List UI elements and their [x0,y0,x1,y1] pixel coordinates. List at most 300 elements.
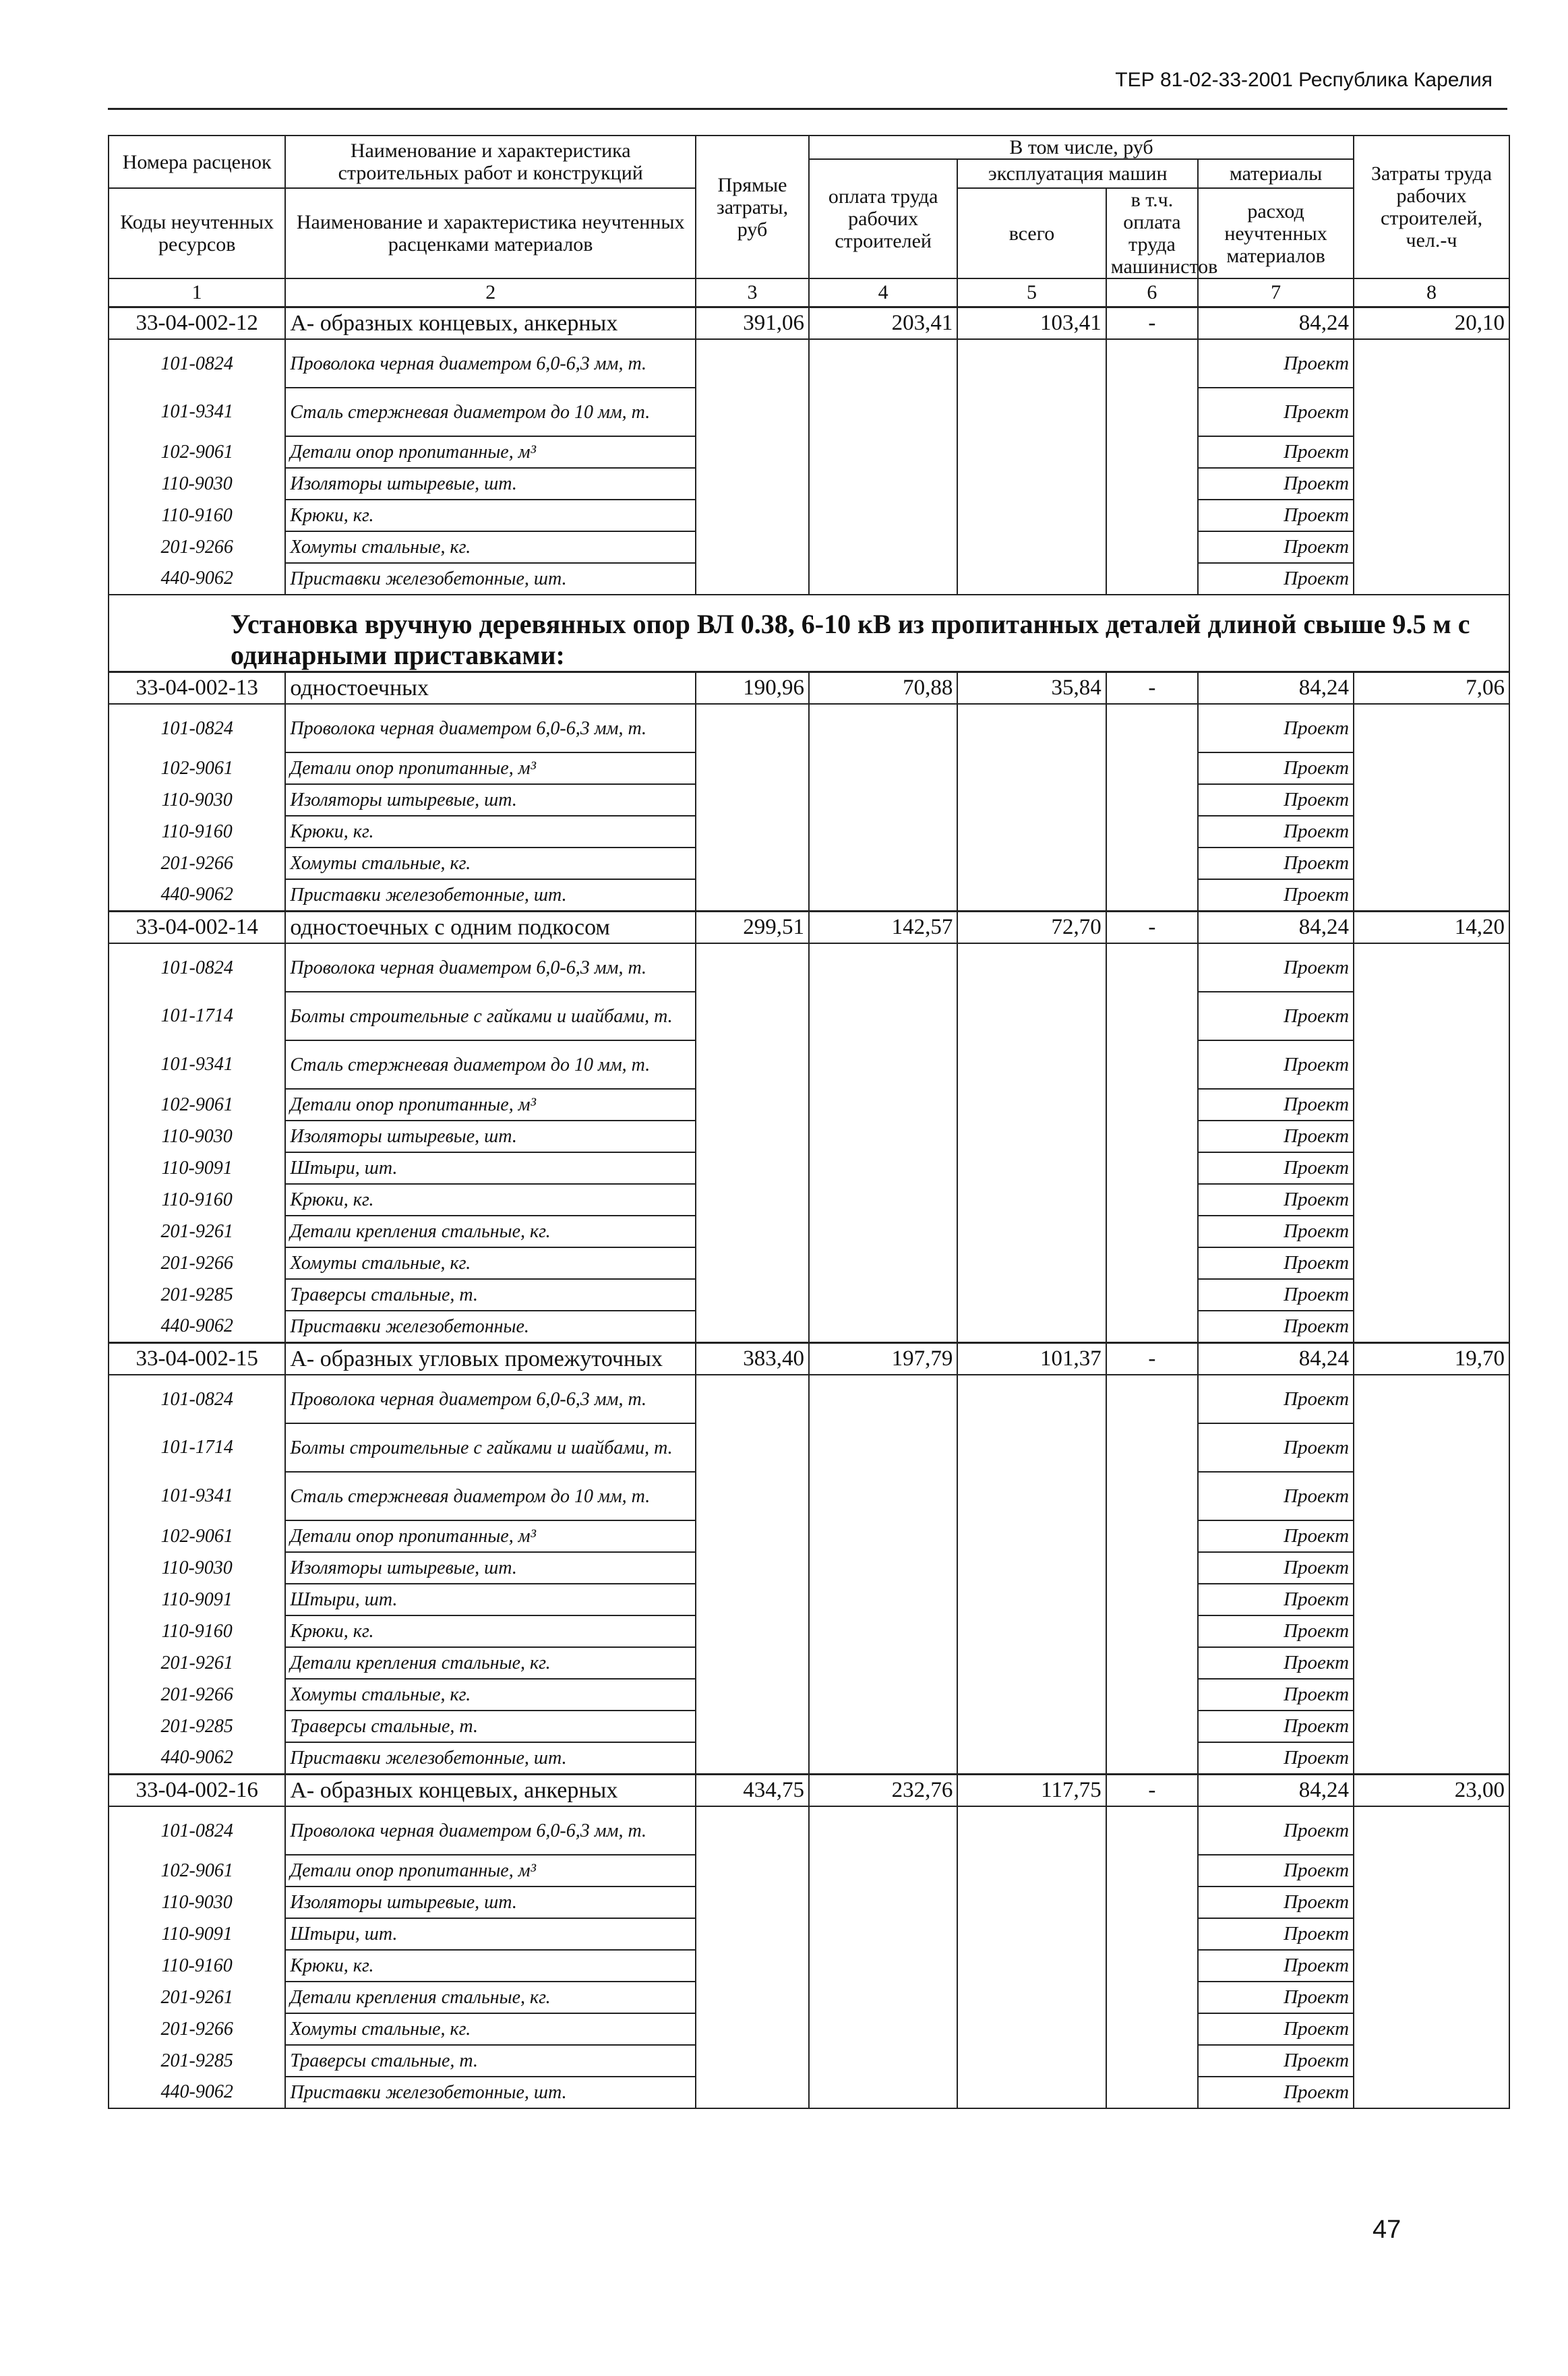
empty-cell [1106,468,1198,500]
empty-cell [957,1152,1106,1184]
empty-cell [696,531,809,563]
resource-row [109,1216,1509,1247]
empty-cell [1106,784,1198,816]
rate-code: 33-04-002-12 [109,307,285,340]
resource-row [109,2013,1509,2045]
header-including: В том числе, руб [809,136,1354,159]
resource-value: Проект [1198,1584,1354,1615]
resource-code: 110-9160 [109,816,285,848]
worker-pay: 142,57 [809,912,957,944]
empty-cell [1354,468,1509,500]
empty-cell [696,1647,809,1679]
header-work-name: Наименование и характеристика строительных работ и конструкций [285,136,696,188]
resource-code: 101-0824 [109,1806,285,1855]
resource-row [109,1982,1509,2013]
resource-code: 201-9266 [109,531,285,563]
operator-pay: - [1106,1343,1198,1375]
resource-value: Проект [1198,752,1354,784]
empty-cell [696,1423,809,1472]
empty-cell [696,1375,809,1423]
resource-name: Болты строительные с гайками и шайбами, т. [285,1423,696,1472]
resource-code: 101-1714 [109,992,285,1040]
resource-code: 201-9266 [109,1247,285,1279]
empty-cell [957,1647,1106,1679]
resource-name: Крюки, кг. [285,1615,696,1647]
resource-code: 102-9061 [109,752,285,784]
empty-cell [696,468,809,500]
empty-cell [696,2045,809,2077]
resource-row [109,992,1509,1040]
resource-name: Детали опор пропитанные, м³ [285,1089,696,1121]
header-machines-total: всего [957,188,1106,278]
resource-row [109,1152,1509,1184]
empty-cell [809,816,957,848]
empty-cell [1354,436,1509,468]
empty-cell [1106,1647,1198,1679]
empty-cell [1106,1918,1198,1950]
resource-name: Детали крепления стальные, кг. [285,1216,696,1247]
empty-cell [1354,1311,1509,1343]
rate-row [109,672,1509,705]
resource-value: Проект [1198,1089,1354,1121]
resource-code: 102-9061 [109,1520,285,1552]
empty-cell [809,436,957,468]
machines-total: 103,41 [957,307,1106,340]
empty-cell [809,943,957,992]
empty-cell [696,1615,809,1647]
resource-value: Проект [1198,943,1354,992]
empty-cell [957,1887,1106,1918]
empty-cell [1106,500,1198,531]
empty-cell [696,1247,809,1279]
operator-pay: - [1106,307,1198,340]
empty-cell [809,1742,957,1775]
empty-cell [1354,1375,1509,1423]
empty-cell [1354,1679,1509,1711]
resource-code: 110-9160 [109,1184,285,1216]
empty-cell [696,848,809,879]
resource-row [109,1121,1509,1152]
empty-cell [1354,339,1509,388]
empty-cell [957,1121,1106,1152]
empty-cell [1106,1121,1198,1152]
resource-row [109,784,1509,816]
empty-cell [1106,531,1198,563]
column-number: 6 [1106,278,1198,307]
empty-cell [1106,1950,1198,1982]
resource-code: 201-9266 [109,848,285,879]
resource-code: 101-9341 [109,1040,285,1089]
empty-cell [1354,1982,1509,2013]
resource-row [109,1375,1509,1423]
resource-name: Крюки, кг. [285,1950,696,1982]
resource-code: 101-0824 [109,704,285,752]
empty-cell [957,992,1106,1040]
resource-row [109,339,1509,388]
resource-row [109,1279,1509,1311]
resource-row [109,468,1509,500]
resource-name: Изоляторы штыревые, шт. [285,1552,696,1584]
empty-cell [696,1742,809,1775]
empty-cell [957,1216,1106,1247]
empty-cell [1106,1311,1198,1343]
resource-name: Проволока черная диаметром 6,0-6,3 мм, т. [285,1375,696,1423]
rate-row [109,1343,1509,1375]
empty-cell [1106,1742,1198,1775]
resource-name: Хомуты стальные, кг. [285,2013,696,2045]
empty-cell [809,704,957,752]
empty-cell [1106,1279,1198,1311]
rate-row [109,912,1509,944]
empty-cell [696,1711,809,1742]
empty-cell [696,752,809,784]
empty-cell [957,500,1106,531]
empty-cell [809,1982,957,2013]
empty-cell [696,1311,809,1343]
resource-value: Проект [1198,339,1354,388]
empty-cell [696,1121,809,1152]
empty-cell [809,879,957,912]
empty-cell [1354,1152,1509,1184]
empty-cell [1106,436,1198,468]
resource-name: Штыри, шт. [285,1918,696,1950]
resource-name: Хомуты стальные, кг. [285,848,696,879]
resource-row [109,704,1509,752]
rate-code: 33-04-002-16 [109,1775,285,1807]
column-number: 1 [109,278,285,307]
resource-value: Проект [1198,848,1354,879]
resource-row [109,388,1509,436]
empty-cell [809,1855,957,1887]
empty-cell [957,1982,1106,2013]
resource-name: Изоляторы штыревые, шт. [285,784,696,816]
resource-value: Проект [1198,468,1354,500]
resource-row [109,1679,1509,1711]
resource-value: Проект [1198,2045,1354,2077]
resource-value: Проект [1198,1152,1354,1184]
resource-name: Изоляторы штыревые, шт. [285,468,696,500]
empty-cell [1354,704,1509,752]
empty-cell [809,563,957,595]
empty-cell [809,1806,957,1855]
resource-code: 201-9261 [109,1216,285,1247]
empty-cell [1106,1806,1198,1855]
resource-name: Детали опор пропитанные, м³ [285,436,696,468]
empty-cell [1354,1121,1509,1152]
empty-cell [809,1216,957,1247]
header-labor-hours: Затраты труда рабочих строителей, чел.-ч [1354,136,1509,278]
machines-total: 101,37 [957,1343,1106,1375]
rates-table [108,135,1510,2109]
empty-cell [1354,752,1509,784]
empty-cell [1354,1918,1509,1950]
rate-name: А- образных концевых, анкерных [285,307,696,340]
resource-code: 110-9160 [109,500,285,531]
empty-cell [1106,1982,1198,2013]
worker-pay: 203,41 [809,307,957,340]
resource-name: Приставки железобетонные, шт. [285,879,696,912]
empty-cell [696,1472,809,1520]
resource-name: Траверсы стальные, т. [285,1279,696,1311]
empty-cell [696,500,809,531]
empty-cell [957,704,1106,752]
empty-cell [696,943,809,992]
resource-name: Сталь стержневая диаметром до 10 мм, т. [285,388,696,436]
empty-cell [1106,563,1198,595]
empty-cell [1106,879,1198,912]
direct-costs: 299,51 [696,912,809,944]
direct-costs: 383,40 [696,1343,809,1375]
empty-cell [1106,1089,1198,1121]
resource-value: Проект [1198,1679,1354,1711]
resource-row [109,1855,1509,1887]
empty-cell [957,468,1106,500]
resource-row [109,1647,1509,1679]
machines-total: 35,84 [957,672,1106,705]
resource-value: Проект [1198,531,1354,563]
resource-code: 102-9061 [109,436,285,468]
empty-cell [696,1279,809,1311]
resource-name: Крюки, кг. [285,1184,696,1216]
section-title [109,595,1509,672]
rate-name: одностоечных с одним подкосом [285,912,696,944]
empty-cell [1106,388,1198,436]
header-material-names: Наименование и характеристика неучтенных расценками материалов [285,188,696,278]
empty-cell [957,879,1106,912]
empty-cell [1106,752,1198,784]
resource-value: Проект [1198,1552,1354,1584]
empty-cell [696,1184,809,1216]
resource-code: 201-9266 [109,1679,285,1711]
resource-value: Проект [1198,1423,1354,1472]
empty-cell [809,848,957,879]
resource-value: Проект [1198,1647,1354,1679]
labor-hours: 7,06 [1354,672,1509,705]
resource-value: Проект [1198,1887,1354,1918]
resource-value: Проект [1198,992,1354,1040]
resource-code: 110-9030 [109,468,285,500]
empty-cell [957,1552,1106,1584]
resource-value: Проект [1198,1806,1354,1855]
rate-code: 33-04-002-15 [109,1343,285,1375]
empty-cell [1354,848,1509,879]
rate-name: А- образных угловых промежуточных [285,1343,696,1375]
empty-cell [809,1711,957,1742]
resource-name: Приставки железобетонные, шт. [285,2077,696,2108]
machines-total: 117,75 [957,1775,1106,1807]
empty-cell [809,1311,957,1343]
resource-value: Проект [1198,1711,1354,1742]
empty-cell [1106,1423,1198,1472]
empty-cell [809,500,957,531]
empty-cell [957,2045,1106,2077]
resource-code: 110-9030 [109,1121,285,1152]
empty-cell [1354,879,1509,912]
materials-value: 84,24 [1198,307,1354,340]
empty-cell [696,704,809,752]
empty-cell [696,1584,809,1615]
resource-value: Проект [1198,388,1354,436]
header-divider [108,108,1507,110]
labor-hours: 14,20 [1354,912,1509,944]
empty-cell [1106,1615,1198,1647]
empty-cell [957,1472,1106,1520]
resource-value: Проект [1198,1520,1354,1552]
resource-row [109,1615,1509,1647]
resource-name: Детали опор пропитанные, м³ [285,1520,696,1552]
resource-name: Траверсы стальные, т. [285,2045,696,2077]
column-number: 8 [1354,278,1509,307]
resource-name: Болты строительные с гайками и шайбами, т. [285,992,696,1040]
empty-cell [1354,1520,1509,1552]
empty-cell [696,339,809,388]
resource-name: Изоляторы штыревые, шт. [285,1121,696,1152]
header-resource-codes: Коды неучтенных ресурсов [109,188,285,278]
empty-cell [809,1247,957,1279]
empty-cell [696,1982,809,2013]
resource-value: Проект [1198,1615,1354,1647]
resource-row [109,879,1509,912]
resource-value: Проект [1198,1918,1354,1950]
empty-cell [957,1311,1106,1343]
empty-cell [1354,1806,1509,1855]
resource-name: Штыри, шт. [285,1152,696,1184]
resource-row [109,1918,1509,1950]
resource-code: 101-0824 [109,943,285,992]
resource-code: 110-9091 [109,1918,285,1950]
resource-value: Проект [1198,1247,1354,1279]
resource-row [109,500,1509,531]
empty-cell [1106,1472,1198,1520]
resource-name: Траверсы стальные, т. [285,1711,696,1742]
resource-row [109,1423,1509,1472]
resource-value: Проект [1198,436,1354,468]
empty-cell [957,1584,1106,1615]
resource-name: Детали крепления стальные, кг. [285,1647,696,1679]
worker-pay: 232,76 [809,1775,957,1807]
resource-row [109,1887,1509,1918]
empty-cell [1354,943,1509,992]
resource-row [109,1472,1509,1520]
resource-row [109,2077,1509,2108]
resource-code: 110-9160 [109,1615,285,1647]
resource-name: Изоляторы штыревые, шт. [285,1887,696,1918]
empty-cell [696,1152,809,1184]
direct-costs: 391,06 [696,307,809,340]
empty-cell [1354,1584,1509,1615]
header-materials: материалы [1198,159,1354,188]
empty-cell [696,436,809,468]
empty-cell [809,339,957,388]
header-material-consumption: расход неучтенных материалов [1198,188,1354,278]
empty-cell [809,1918,957,1950]
resource-code: 440-9062 [109,1311,285,1343]
header-machines: эксплуатация машин [957,159,1198,188]
empty-cell [1106,1520,1198,1552]
resource-code: 440-9062 [109,563,285,595]
resource-name: Проволока черная диаметром 6,0-6,3 мм, т. [285,339,696,388]
operator-pay: - [1106,912,1198,944]
empty-cell [809,388,957,436]
empty-cell [696,1679,809,1711]
empty-cell [1106,1584,1198,1615]
machines-total: 72,70 [957,912,1106,944]
empty-cell [1106,943,1198,992]
header-operator-pay: в т.ч. оплата труда машинистов [1106,188,1198,278]
materials-value: 84,24 [1198,912,1354,944]
empty-cell [1106,992,1198,1040]
resource-value: Проект [1198,2077,1354,2108]
empty-cell [957,563,1106,595]
empty-cell [957,436,1106,468]
resource-row [109,1950,1509,1982]
resource-code: 201-9285 [109,1279,285,1311]
resource-name: Сталь стержневая диаметром до 10 мм, т. [285,1040,696,1089]
empty-cell [957,816,1106,848]
resource-name: Приставки железобетонные, шт. [285,1742,696,1775]
resource-row [109,563,1509,595]
empty-cell [1354,1247,1509,1279]
empty-cell [1354,1040,1509,1089]
empty-cell [957,943,1106,992]
resource-code: 201-9285 [109,2045,285,2077]
resource-row [109,1806,1509,1855]
resource-name: Сталь стержневая диаметром до 10 мм, т. [285,1472,696,1520]
empty-cell [1106,816,1198,848]
empty-cell [809,1887,957,1918]
resource-name: Крюки, кг. [285,816,696,848]
resource-row [109,943,1509,992]
empty-cell [696,1950,809,1982]
labor-hours: 23,00 [1354,1775,1509,1807]
operator-pay: - [1106,672,1198,705]
empty-cell [957,388,1106,436]
resource-name: Хомуты стальные, кг. [285,531,696,563]
document-header-title: ТЕР 81-02-33-2001 Республика Карелия [1115,69,1492,91]
empty-cell [809,992,957,1040]
resource-code: 101-0824 [109,339,285,388]
empty-cell [809,1184,957,1216]
resource-row [109,1040,1509,1089]
empty-cell [957,1375,1106,1423]
resource-value: Проект [1198,1982,1354,2013]
empty-cell [1106,1152,1198,1184]
resource-value: Проект [1198,1311,1354,1343]
worker-pay: 197,79 [809,1343,957,1375]
resource-value: Проект [1198,1121,1354,1152]
empty-cell [1106,1247,1198,1279]
empty-cell [957,2013,1106,2045]
empty-cell [696,1806,809,1855]
empty-cell [1106,1887,1198,1918]
empty-cell [1354,1647,1509,1679]
resource-row [109,1247,1509,1279]
resource-row [109,752,1509,784]
resource-value: Проект [1198,784,1354,816]
materials-value: 84,24 [1198,672,1354,705]
resource-code: 440-9062 [109,879,285,912]
resource-code: 102-9061 [109,1089,285,1121]
empty-cell [809,468,957,500]
column-number: 3 [696,278,809,307]
resource-name: Штыри, шт. [285,1584,696,1615]
empty-cell [1354,1887,1509,1918]
empty-cell [1106,1040,1198,1089]
rate-name: А- образных концевых, анкерных [285,1775,696,1807]
empty-cell [1354,563,1509,595]
resource-value: Проект [1198,2013,1354,2045]
empty-cell [957,1184,1106,1216]
